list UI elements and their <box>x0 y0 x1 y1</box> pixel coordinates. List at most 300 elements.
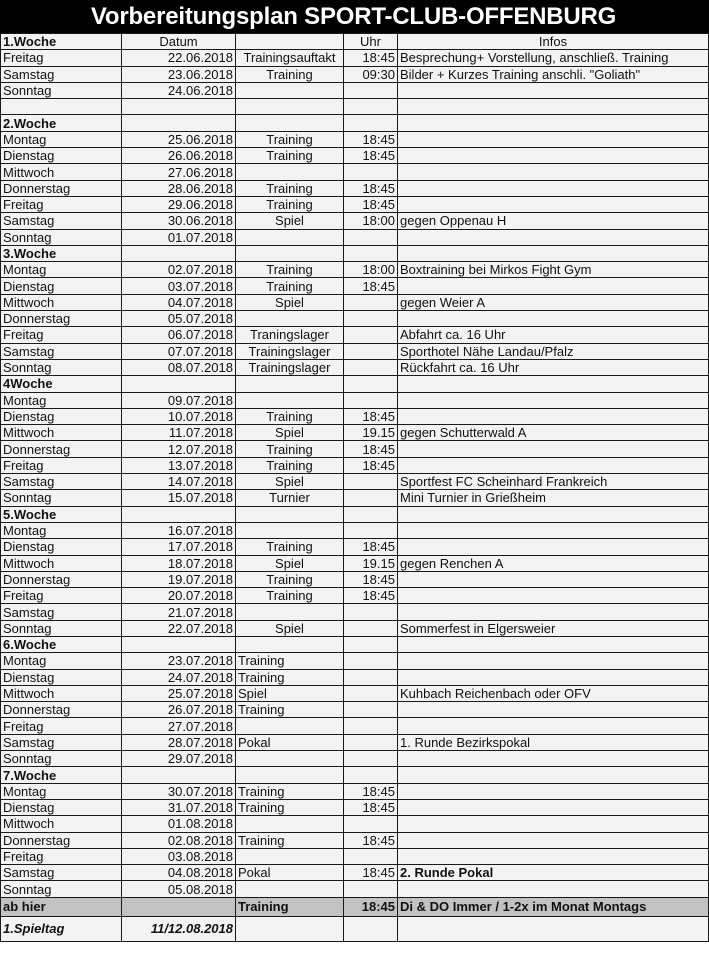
time-cell <box>344 653 398 669</box>
date-cell: 05.07.2018 <box>122 311 236 327</box>
table-row <box>1 799 709 815</box>
type-cell: Training <box>236 588 344 604</box>
date-cell: 22.07.2018 <box>122 620 236 636</box>
type-cell: Training <box>236 799 344 815</box>
time-cell: 18:45 <box>344 278 398 294</box>
table-row <box>1 848 709 864</box>
time-cell <box>344 311 398 327</box>
type-cell: Training <box>236 196 344 212</box>
time-cell <box>344 506 398 522</box>
table-row <box>1 669 709 685</box>
date-cell <box>122 767 236 783</box>
info-cell <box>398 751 709 767</box>
info-cell <box>398 115 709 131</box>
table-row <box>1 588 709 604</box>
type-cell: Turnier <box>236 490 344 506</box>
row-label: 1.Spieltag <box>1 917 122 942</box>
weekday-cell: Montag <box>1 392 122 408</box>
time-cell <box>344 620 398 636</box>
date-cell: 16.07.2018 <box>122 522 236 538</box>
weekday-cell <box>1 99 122 115</box>
date-cell: 10.07.2018 <box>122 408 236 424</box>
weekday-cell: Mittwoch <box>1 294 122 310</box>
week-header-row <box>1 767 709 783</box>
type-cell: Spiel <box>236 620 344 636</box>
type-cell: Pokal <box>236 865 344 881</box>
weekday-cell: Samstag <box>1 66 122 82</box>
table-row <box>1 865 709 881</box>
info-cell <box>398 408 709 424</box>
date-cell: 22.06.2018 <box>122 50 236 66</box>
week-header-row <box>1 506 709 522</box>
date-cell: 24.07.2018 <box>122 669 236 685</box>
date-cell: 03.08.2018 <box>122 848 236 864</box>
weekday-cell: Mittwoch <box>1 425 122 441</box>
weekday-cell: Dienstag <box>1 669 122 685</box>
weekday-cell: Donnerstag <box>1 702 122 718</box>
week-label: 4Woche <box>1 376 122 392</box>
weekday-cell: Freitag <box>1 588 122 604</box>
info-cell: gegen Weier A <box>398 294 709 310</box>
table-row <box>1 196 709 212</box>
info-cell <box>398 604 709 620</box>
time-cell <box>344 767 398 783</box>
header-row <box>1 34 709 50</box>
week-header-row <box>1 115 709 131</box>
info-cell <box>398 783 709 799</box>
date-cell <box>122 506 236 522</box>
type-cell: Training <box>236 669 344 685</box>
type-cell: Training <box>236 457 344 473</box>
info-cell <box>398 848 709 864</box>
table-row <box>1 441 709 457</box>
type-cell: Spiel <box>236 213 344 229</box>
table-row <box>1 685 709 701</box>
column-header-date: Datum <box>122 34 236 50</box>
info-cell <box>398 799 709 815</box>
time-cell: 18:45 <box>344 539 398 555</box>
info-cell <box>398 131 709 147</box>
info-cell: Sommerfest in Elgersweier <box>398 620 709 636</box>
info-cell <box>398 588 709 604</box>
table-row <box>1 311 709 327</box>
time-cell <box>344 490 398 506</box>
table-row <box>1 604 709 620</box>
weekday-cell: Montag <box>1 522 122 538</box>
date-cell: 27.07.2018 <box>122 718 236 734</box>
info-cell <box>398 196 709 212</box>
weekday-cell: Dienstag <box>1 278 122 294</box>
weekday-cell: Montag <box>1 653 122 669</box>
type-cell <box>236 522 344 538</box>
time-cell <box>344 294 398 310</box>
type-cell: Trainingslager <box>236 359 344 375</box>
week-label: 5.Woche <box>1 506 122 522</box>
date-cell <box>122 115 236 131</box>
weekday-cell: Freitag <box>1 196 122 212</box>
table-row <box>1 327 709 343</box>
time-cell: 18:45 <box>344 457 398 473</box>
info-cell <box>398 702 709 718</box>
type-cell <box>236 881 344 897</box>
time-cell <box>344 82 398 98</box>
time-cell: 18:45 <box>344 408 398 424</box>
week-header-row <box>1 376 709 392</box>
date-cell: 28.06.2018 <box>122 180 236 196</box>
time-cell: 18:00 <box>344 262 398 278</box>
time-cell: 18:45 <box>344 131 398 147</box>
table-row <box>1 751 709 767</box>
info-cell <box>398 245 709 261</box>
schedule-table <box>0 33 709 942</box>
date-cell: 08.07.2018 <box>122 359 236 375</box>
time-cell <box>344 115 398 131</box>
info-cell <box>398 148 709 164</box>
date-cell: 19.07.2018 <box>122 571 236 587</box>
week-label: 1.Woche <box>1 34 122 50</box>
weekday-cell: Donnerstag <box>1 441 122 457</box>
info-cell <box>398 229 709 245</box>
type-cell <box>236 376 344 392</box>
date-cell: 02.08.2018 <box>122 832 236 848</box>
type-cell: Training <box>236 148 344 164</box>
info-cell: 2. Runde Pokal <box>398 865 709 881</box>
date-cell: 29.06.2018 <box>122 196 236 212</box>
info-cell: Sportfest FC Scheinhard Frankreich <box>398 474 709 490</box>
date-cell: 28.07.2018 <box>122 734 236 750</box>
type-cell <box>236 311 344 327</box>
weekday-cell: Montag <box>1 783 122 799</box>
weekday-cell: Sonntag <box>1 620 122 636</box>
info-cell <box>398 571 709 587</box>
info-cell <box>398 832 709 848</box>
info-cell <box>398 767 709 783</box>
info-cell <box>398 522 709 538</box>
time-cell <box>344 718 398 734</box>
type-cell: Training <box>236 653 344 669</box>
date-cell: 11/12.08.2018 <box>122 917 236 942</box>
info-cell <box>398 164 709 180</box>
column-header-info: Infos <box>398 34 709 50</box>
time-cell <box>344 685 398 701</box>
date-cell: 14.07.2018 <box>122 474 236 490</box>
info-cell: Abfahrt ca. 16 Uhr <box>398 327 709 343</box>
info-cell: Bilder + Kurzes Training anschli. "Goliath" <box>398 66 709 82</box>
info-cell <box>398 376 709 392</box>
time-cell <box>344 229 398 245</box>
info-cell: gegen Oppenau H <box>398 213 709 229</box>
type-cell: Spiel <box>236 294 344 310</box>
type-cell <box>236 229 344 245</box>
date-cell: 17.07.2018 <box>122 539 236 555</box>
week-label: 7.Woche <box>1 767 122 783</box>
type-cell <box>236 115 344 131</box>
weekday-cell: Freitag <box>1 50 122 66</box>
date-cell: 06.07.2018 <box>122 327 236 343</box>
weekday-cell: Sonntag <box>1 751 122 767</box>
spieltag-row <box>1 917 709 942</box>
time-cell <box>344 376 398 392</box>
info-cell: gegen Schutterwald A <box>398 425 709 441</box>
time-cell <box>344 816 398 832</box>
weekday-cell: Sonntag <box>1 881 122 897</box>
date-cell: 23.07.2018 <box>122 653 236 669</box>
week-label: 3.Woche <box>1 245 122 261</box>
time-cell <box>344 522 398 538</box>
time-cell: 19.15 <box>344 555 398 571</box>
weekday-cell: Dienstag <box>1 148 122 164</box>
weekday-cell: Sonntag <box>1 82 122 98</box>
type-cell <box>236 604 344 620</box>
date-cell: 01.08.2018 <box>122 816 236 832</box>
table-row <box>1 539 709 555</box>
table-row <box>1 392 709 408</box>
table-row <box>1 262 709 278</box>
time-cell: 18:00 <box>344 213 398 229</box>
info-cell: 1. Runde Bezirkspokal <box>398 734 709 750</box>
weekday-cell: Freitag <box>1 848 122 864</box>
info-cell: Kuhbach Reichenbach oder OFV <box>398 685 709 701</box>
table-row <box>1 294 709 310</box>
type-cell <box>236 506 344 522</box>
time-cell <box>344 917 398 942</box>
time-cell: 09:30 <box>344 66 398 82</box>
week-label: 6.Woche <box>1 636 122 652</box>
type-cell <box>236 636 344 652</box>
table-row <box>1 620 709 636</box>
date-cell: 18.07.2018 <box>122 555 236 571</box>
table-row <box>1 180 709 196</box>
type-cell: Training <box>236 278 344 294</box>
type-cell <box>236 392 344 408</box>
table-row <box>1 555 709 571</box>
date-cell: 27.06.2018 <box>122 164 236 180</box>
info-cell <box>398 99 709 115</box>
table-row <box>1 50 709 66</box>
week-label: 2.Woche <box>1 115 122 131</box>
table-row <box>1 131 709 147</box>
time-cell <box>344 604 398 620</box>
type-cell: Training <box>236 539 344 555</box>
time-cell: 18:45 <box>344 196 398 212</box>
date-cell: 30.06.2018 <box>122 213 236 229</box>
info-cell <box>398 392 709 408</box>
date-cell: 29.07.2018 <box>122 751 236 767</box>
time-cell: 18:45 <box>344 832 398 848</box>
type-cell <box>236 99 344 115</box>
type-cell: Training <box>236 897 344 917</box>
info-cell <box>398 653 709 669</box>
time-cell <box>344 343 398 359</box>
table-row <box>1 457 709 473</box>
time-cell <box>344 669 398 685</box>
table-row <box>1 213 709 229</box>
date-cell: 13.07.2018 <box>122 457 236 473</box>
table-row <box>1 783 709 799</box>
type-cell: Training <box>236 571 344 587</box>
column-header-time: Uhr <box>344 34 398 50</box>
weekday-cell: Dienstag <box>1 539 122 555</box>
date-cell: 05.08.2018 <box>122 881 236 897</box>
time-cell: 18:45 <box>344 588 398 604</box>
weekday-cell: Samstag <box>1 343 122 359</box>
blank-row <box>1 99 709 115</box>
table-row <box>1 881 709 897</box>
time-cell: 18:45 <box>344 897 398 917</box>
table-row <box>1 425 709 441</box>
type-cell: Training <box>236 131 344 147</box>
date-cell: 07.07.2018 <box>122 343 236 359</box>
type-cell <box>236 917 344 942</box>
table-row <box>1 359 709 375</box>
table-row <box>1 816 709 832</box>
table-row <box>1 653 709 669</box>
info-cell <box>398 636 709 652</box>
weekday-cell: Sonntag <box>1 359 122 375</box>
time-cell <box>344 327 398 343</box>
type-cell <box>236 751 344 767</box>
weekday-cell: Dienstag <box>1 799 122 815</box>
table-row <box>1 164 709 180</box>
type-cell <box>236 767 344 783</box>
date-cell: 01.07.2018 <box>122 229 236 245</box>
info-cell <box>398 816 709 832</box>
weekday-cell: Sonntag <box>1 490 122 506</box>
info-cell <box>398 669 709 685</box>
table-row <box>1 490 709 506</box>
type-cell: Training <box>236 832 344 848</box>
info-cell: Boxtraining bei Mirkos Fight Gym <box>398 262 709 278</box>
time-cell <box>344 702 398 718</box>
info-cell <box>398 457 709 473</box>
info-cell: Mini Turnier in Grießheim <box>398 490 709 506</box>
table-row <box>1 718 709 734</box>
info-cell: Sporthotel Nähe Landau/Pfalz <box>398 343 709 359</box>
info-cell <box>398 278 709 294</box>
weekday-cell: Mittwoch <box>1 685 122 701</box>
time-cell <box>344 751 398 767</box>
date-cell <box>122 376 236 392</box>
date-cell: 26.06.2018 <box>122 148 236 164</box>
week-header-row <box>1 636 709 652</box>
time-cell <box>344 164 398 180</box>
weekday-cell: Mittwoch <box>1 555 122 571</box>
table-row <box>1 343 709 359</box>
type-cell: Training <box>236 262 344 278</box>
table-row <box>1 734 709 750</box>
weekday-cell: Sonntag <box>1 229 122 245</box>
time-cell: 19.15 <box>344 425 398 441</box>
table-row <box>1 278 709 294</box>
time-cell: 18:45 <box>344 441 398 457</box>
table-row <box>1 702 709 718</box>
weekday-cell: Donnerstag <box>1 180 122 196</box>
date-cell: 04.08.2018 <box>122 865 236 881</box>
time-cell: 18:45 <box>344 148 398 164</box>
time-cell <box>344 245 398 261</box>
type-cell <box>236 82 344 98</box>
weekday-cell: Freitag <box>1 457 122 473</box>
type-cell <box>236 245 344 261</box>
weekday-cell: Samstag <box>1 865 122 881</box>
date-cell: 15.07.2018 <box>122 490 236 506</box>
date-cell: 09.07.2018 <box>122 392 236 408</box>
weekday-cell: Samstag <box>1 604 122 620</box>
type-cell: Trainingsauftakt <box>236 50 344 66</box>
date-cell: 25.06.2018 <box>122 131 236 147</box>
table-row <box>1 148 709 164</box>
type-cell: Traningslager <box>236 327 344 343</box>
date-cell <box>122 99 236 115</box>
type-cell: Spiel <box>236 555 344 571</box>
date-cell <box>122 897 236 917</box>
time-cell <box>344 474 398 490</box>
table-row <box>1 66 709 82</box>
time-cell: 18:45 <box>344 180 398 196</box>
time-cell: 18:45 <box>344 50 398 66</box>
info-cell <box>398 506 709 522</box>
info-cell: gegen Renchen A <box>398 555 709 571</box>
type-cell <box>236 164 344 180</box>
type-cell: Training <box>236 408 344 424</box>
date-cell: 24.06.2018 <box>122 82 236 98</box>
weekday-cell: Freitag <box>1 718 122 734</box>
weekday-cell: Montag <box>1 131 122 147</box>
date-cell <box>122 636 236 652</box>
date-cell: 12.07.2018 <box>122 441 236 457</box>
info-cell <box>398 881 709 897</box>
info-cell <box>398 917 709 942</box>
date-cell <box>122 245 236 261</box>
info-cell <box>398 311 709 327</box>
info-cell <box>398 718 709 734</box>
info-cell <box>398 82 709 98</box>
type-cell: Spiel <box>236 425 344 441</box>
date-cell: 02.07.2018 <box>122 262 236 278</box>
info-cell: Besprechung+ Vorstellung, anschließ. Training <box>398 50 709 66</box>
type-cell: Training <box>236 66 344 82</box>
weekday-cell: Dienstag <box>1 408 122 424</box>
weekday-cell: Freitag <box>1 327 122 343</box>
weekday-cell: Donnerstag <box>1 832 122 848</box>
date-cell: 26.07.2018 <box>122 702 236 718</box>
date-cell: 25.07.2018 <box>122 685 236 701</box>
time-cell: 18:45 <box>344 571 398 587</box>
date-cell: 11.07.2018 <box>122 425 236 441</box>
table-row <box>1 832 709 848</box>
weekday-cell: Mittwoch <box>1 164 122 180</box>
type-cell: Spiel <box>236 685 344 701</box>
time-cell: 18:45 <box>344 865 398 881</box>
type-cell: Training <box>236 441 344 457</box>
column-header-type <box>236 34 344 50</box>
date-cell: 20.07.2018 <box>122 588 236 604</box>
info-cell <box>398 441 709 457</box>
time-cell <box>344 636 398 652</box>
time-cell <box>344 881 398 897</box>
date-cell: 23.06.2018 <box>122 66 236 82</box>
date-cell: 31.07.2018 <box>122 799 236 815</box>
weekday-cell: Samstag <box>1 213 122 229</box>
info-cell: Di & DO Immer / 1-2x im Monat Montags <box>398 897 709 917</box>
type-cell: Trainingslager <box>236 343 344 359</box>
table-row <box>1 474 709 490</box>
time-cell <box>344 359 398 375</box>
time-cell: 18:45 <box>344 799 398 815</box>
weekday-cell: Samstag <box>1 734 122 750</box>
weekday-cell: Mittwoch <box>1 816 122 832</box>
date-cell: 04.07.2018 <box>122 294 236 310</box>
